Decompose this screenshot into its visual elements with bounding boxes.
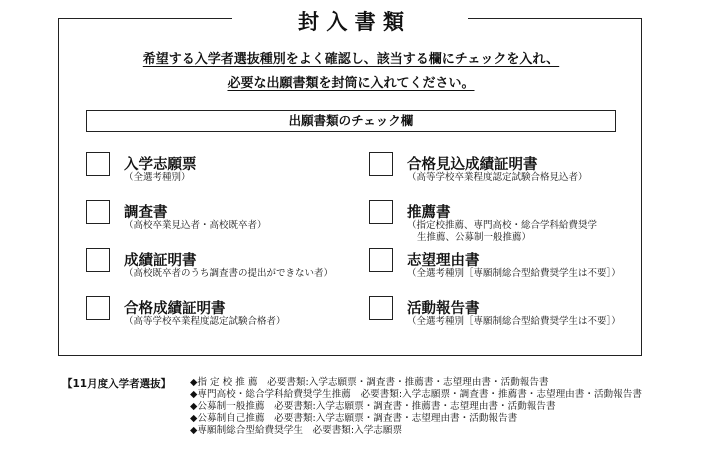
november-selection-list — [190, 377, 642, 437]
instruction-line-2: 必要な出願書類を封筒に入れてください。 — [227, 76, 475, 91]
checkbox-transcript[interactable] — [86, 248, 110, 272]
november-selection-title: 【11月度入学者選抜】 — [62, 378, 172, 390]
checkbox-recommendation-letter[interactable] — [369, 200, 393, 224]
checkbox-expected-grade-certificate[interactable] — [369, 152, 393, 176]
instruction-line-1: 希望する入学者選抜種別をよく確認し、該当する欄にチェックを入れ、 — [142, 52, 560, 67]
checkbox-activity-report[interactable] — [369, 296, 393, 320]
page-title: 封 入 書 類 — [0, 6, 702, 36]
checklist-header: 出願書類のチェック欄 — [86, 110, 616, 132]
note-line: ◆専門高校・総合学科給費奨学生推薦 必要書類:入学志願票・調査書・推薦書・志望理由書・活動報告書 — [190, 389, 642, 400]
checkbox-application-form[interactable] — [86, 152, 110, 176]
checkbox-pass-grade-certificate[interactable] — [86, 296, 110, 320]
note-line: ◆専願制総合型給費奨学生 必要書類:入学志願票 — [190, 425, 403, 436]
note-line: ◆公募制一般推薦 必要書類:入学志願票・調査書・推薦書・志望理由書・活動報告書 — [190, 401, 556, 412]
checkbox-school-report[interactable] — [86, 200, 110, 224]
note-line: ◆公募制自己推薦 必要書類:入学志願票・調査書・志望理由書・活動報告書 — [190, 413, 518, 424]
note-line: ◆指 定 校 推 薦 必要書類:入学志願票・調査書・推薦書・志望理由書・活動報告書 — [190, 377, 549, 388]
checkbox-statement-of-purpose[interactable] — [369, 248, 393, 272]
